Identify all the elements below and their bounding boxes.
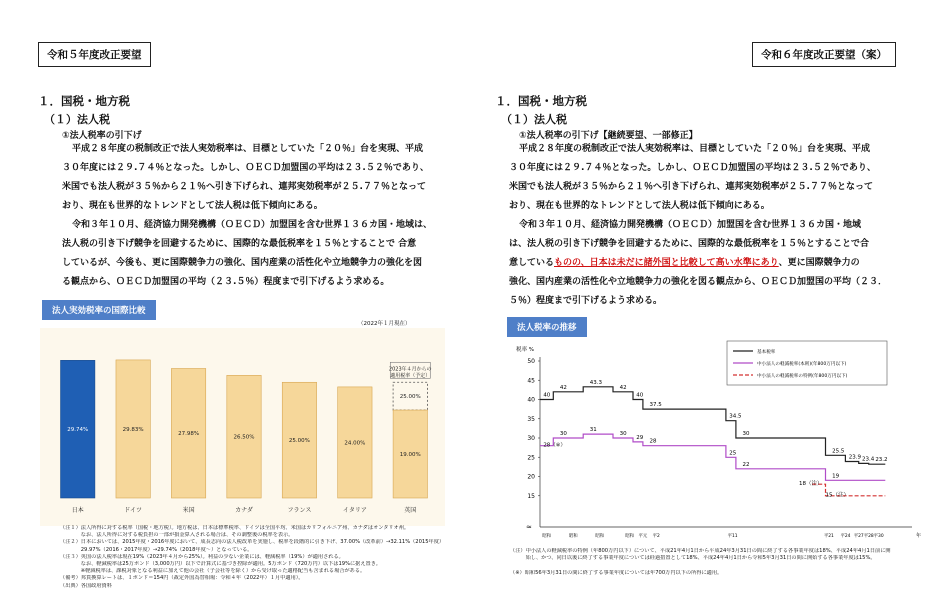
text-line: は、法人税の引き下げ競争を回避するために、国際的な最低税率を１５％とすることで合 [509, 239, 870, 249]
data-label: 43.3 [589, 379, 603, 386]
x-tick-label: 平2 [652, 534, 660, 539]
x-axis-unit: 年 [916, 533, 922, 539]
data-label: 34.5 [729, 413, 742, 420]
paragraph-1 [509, 140, 921, 216]
text-line: 法人税の引き下げ競争を回避するために、国際的な最低税率を１５％とすることで 合意 [62, 239, 417, 249]
note-line [510, 562, 922, 569]
data-label: 25 [729, 450, 737, 457]
data-label: 22 [742, 461, 750, 468]
y-tick-label: 50 [527, 358, 535, 365]
note-line: （注２）日本においては、2015年度・2016年度において、成長志向の法人税改革を実施し、税率を段階的に引き下げ、37.00%（改革前）→32.11%（2015年度） [60, 539, 445, 546]
x-tick-label: 昭和 [625, 534, 635, 539]
bar-chart-title: 法人実効税率の国際比較 [42, 300, 156, 320]
note-line: 29.97%（2016・2017年度）→29.74%（2018年度～）となっている。 [60, 546, 253, 553]
current-year-request-document [0, 0, 462, 609]
bar-value-label: 29.74% [67, 427, 89, 434]
text-line: 平成２８年度の税制改正で法人実効税率は、目標としていた「２０％」台を実現、平成 [72, 144, 424, 154]
subsection-heading: （１）法人税 [44, 113, 110, 126]
x-tick-label: 平28 [863, 534, 874, 539]
data-label: 42 [619, 384, 627, 391]
note-line: （備考）邦貨換算レートは、１ポンド＝154円（裁定外国為替相場：令和４年（2022年）１月中適用）。 [60, 575, 304, 582]
tax-rate-line-chart [502, 337, 922, 547]
bar-value-label: 27.98% [178, 431, 200, 438]
text-line: 平成２８年度の税制改正で法人実効税率は、目標としていた「２０％」台を実現、平成 [519, 144, 871, 154]
note-line: （出典）各国政府資料 [60, 582, 112, 589]
text-line: 強化、国内産業の活性化や立地競争力の強化を図る観点から、ＯＥＣＤ加盟国の平均（２３． [509, 277, 888, 287]
x-tick-label: 平30 [873, 534, 884, 539]
data-label: 31 [589, 427, 597, 434]
data-label: 37.5 [649, 402, 662, 409]
y-tick-label: 45 [527, 377, 535, 385]
text-segment: 、更に国際競争力の [778, 258, 860, 268]
data-label: 25.5 [832, 448, 845, 455]
category-label: 英国 [404, 507, 417, 514]
data-label: 29 [636, 434, 644, 441]
text-line-with-revision [509, 254, 921, 273]
text-line: おり、現在も世界的なトレンドとして法人税は低下傾向にある。 [509, 201, 770, 211]
y-tick-label: 15 [527, 492, 535, 500]
note-line: ※軽減税率は、課税対象となる利益に加えて他の会社（子会社等を除く）から受け取った適格配当も含まれる場合がある。 [60, 568, 366, 575]
legend-label: 中小法人の軽減税率の特例(年800万円以下) [757, 374, 848, 379]
x-tick-label: 昭和 [568, 534, 578, 539]
text-line: る観点から、ＯＥＣＤ加盟国の平均（２３.５％）程度まで引下げるよう求める。 [62, 277, 390, 287]
paragraph-2 [62, 216, 457, 292]
text-segment: 意している [509, 258, 555, 268]
x-tick-label: 平21 [823, 534, 834, 539]
x-tick-label: 平27 [853, 534, 864, 539]
axis-break-mark: ≈ [526, 523, 532, 531]
legend-label: 基本税率 [757, 350, 776, 355]
x-tick-label: 平11 [727, 534, 738, 539]
note-line: なお、軽減税率は25万ポンド（3,000万円）以下で計算式に基づき控除が適用。5万ポンド（720万円）以下は19%に据え置き。 [60, 561, 381, 568]
planned-rate-annotation: 2023年４月からの適用税率（予定） [388, 366, 432, 379]
bar-value-label: 26.50% [233, 434, 255, 441]
y-tick-label: 25 [527, 454, 535, 462]
category-label: カナダ [235, 507, 253, 514]
data-label: 23.4 [862, 456, 875, 463]
y-axis-label: 税率 % [516, 347, 534, 353]
note-line: （注１）法人所得に対する税率（国税・地方税）。地方税は、日本は標準税率、ドイツは全国平均、米国はカリフォルニア州、カナダはオンタリオ州。 [60, 525, 410, 531]
subsection-heading: （１）法人税 [501, 113, 567, 126]
data-label: 23.2 [875, 457, 888, 464]
y-tick-label: 35 [527, 415, 535, 423]
text-line: 米国でも法人税が３５％から２１％へ引き下げられ、連邦実効税率が２５.７７％となって [62, 182, 426, 192]
note-line: なお、法人所得に対する税負担の一部が損金算入される場合は、その調整後の税率を表示。 [60, 532, 294, 539]
section-heading: １．国税・地方税 [38, 94, 130, 108]
x-tick-label: 平24 [840, 534, 851, 539]
category-label: 日本 [71, 507, 84, 514]
category-label: フランス [287, 507, 312, 514]
data-label: 18（注） [798, 481, 823, 488]
y-tick-label: 30 [527, 435, 535, 442]
x-tick-label: 昭和 [542, 534, 552, 539]
bar-value-label: 29.83% [122, 426, 144, 433]
text-line: ５％）程度まで引下げるよう求める。 [509, 296, 663, 306]
text-line: 令和３年１０月、経済協力開発機構（ＯＥＣＤ）加盟国を含む世界１３６カ国・地域 [519, 220, 862, 230]
data-label: 40 [543, 392, 551, 399]
planned-rate-label: 25.00% [399, 394, 421, 401]
data-label: 28（※） [543, 442, 566, 449]
text-line: ３０年度には２９.７４％となった。しかし、ＯＥＣＤ加盟国の平均は２３.５２％であり、 [62, 163, 429, 173]
data-label: 30 [559, 431, 567, 437]
data-label: 15（注） [825, 492, 850, 499]
section-heading: １．国税・地方税 [495, 94, 587, 108]
category-label: イタリア [342, 507, 367, 514]
text-line: ３０年度には２９.７４％となった。しかし、ＯＥＣＤ加盟国の平均は２３.５２％であり、 [509, 163, 876, 173]
text-line: しているが、今後も、更に国際競争力の強化、国内産業の活性化や立地競争力の強化を図 [62, 258, 423, 268]
data-label: 30 [619, 431, 627, 437]
data-label: 42 [559, 384, 567, 391]
data-label: 40 [636, 392, 644, 399]
data-label: 23.9 [848, 454, 862, 461]
data-label: 19 [832, 473, 840, 480]
y-tick-label: 20 [527, 473, 535, 481]
chart-date-note: （2022年１月現在） [358, 321, 411, 327]
document-badge: 令和５年度改正要望 [38, 42, 151, 67]
document-badge: 令和６年度改正要望（案） [752, 42, 896, 67]
note-line: （※）昭和56年3月31日の間に終了する事業年度については年700万円以下の所得に適用。 [510, 569, 723, 576]
data-label: 28 [649, 438, 657, 445]
note-line: （注）中小法人の軽減税率の特例（年800万円以下）について、平成21年4月1日から平成24年3月31日の間に終了する各事業年度は18%、平成24年4月1日前に開 [510, 548, 891, 554]
legend-label: 中小法人の軽減税率(本則)(年800万円以下) [757, 362, 847, 367]
category-label: 米国 [182, 507, 195, 514]
line-chart-notes [510, 548, 922, 577]
paragraph-2 [509, 216, 921, 311]
tax-rate-bar-chart [40, 328, 445, 526]
next-year-request-document [462, 0, 925, 609]
text-line: 令和３年１０月、経済協力開発機構（ＯＥＣＤ）加盟国を含む世界１３６カ国・地域は、 [72, 220, 433, 230]
bar-value-label: 25.00% [288, 438, 310, 445]
bar-chart-notes [60, 525, 455, 590]
note-line: （注３）英国の法人税率は現在19%（2023年４月から25%）。利益の少ない企業には、軽減税率（19%）が適用される。 [60, 553, 344, 560]
y-tick-label: 40 [527, 396, 535, 404]
data-label: 30 [742, 431, 750, 437]
item-heading: ①法人税率の引下げ [62, 131, 142, 141]
revised-text: ものの、日本は未だに諸外国と比較して高い水準にあり [554, 258, 779, 268]
note-line: 始し、かつ、同日以後に終了する事業年度については経過措置として18%、平成24年4月1日から令和5年3月31日の間に開始する各事業年度は15%。 [510, 555, 876, 562]
x-tick-label: 平元 [638, 534, 648, 539]
item-heading: ①法人税率の引下げ【継続要望、一部修正】 [519, 131, 698, 141]
category-label: ドイツ [124, 507, 142, 514]
text-line: 米国でも法人税が３５％から２１％へ引き下げられ、連邦実効税率が２５.７７％となって [509, 182, 873, 192]
bar-value-label: 24.00% [344, 440, 366, 447]
bar-value-label: 19.00% [399, 452, 421, 459]
line-chart-title: 法人税率の推移 [507, 317, 587, 337]
text-line: おり、現在も世界的なトレンドとして法人税は低下傾向にある。 [62, 201, 323, 211]
paragraph-1 [62, 140, 457, 216]
x-tick-label: 昭和 [595, 534, 605, 539]
